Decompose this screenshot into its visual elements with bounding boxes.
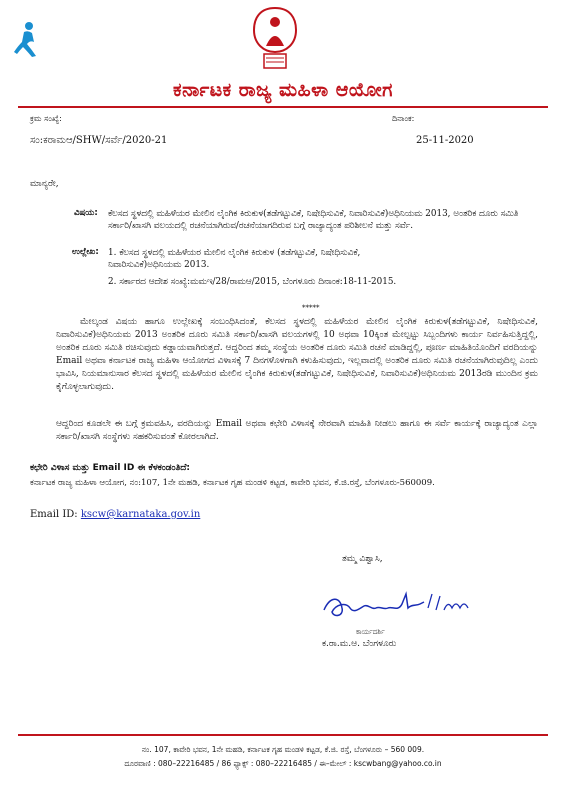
reference-label: ಕ್ರಮ ಸಂಖ್ಯೆ:: [30, 114, 62, 123]
salutation: ಮಾನ್ಯರೇ,: [30, 179, 59, 189]
government-emblem: [246, 6, 304, 76]
closing: ತಮ್ಮ ವಿಶ್ವಾಸಿ,: [342, 554, 383, 564]
commission-logo: [12, 20, 42, 60]
email-line: [30, 508, 200, 522]
subject-text: ಕೆಲಸದ ಸ್ಥಳದಲ್ಲಿ ಮಹಿಳೆಯರ ಮೇಲಿನ ಲೈಂಗಿಕ ಕಿರುಕುಳ(ತಡೆಗಟ್ಟುವಿಕೆ, ನಿಷೇಧಿಸುವಿಕೆ, ನಿವಾರಿಸುವಿಕೆ)ಅಧಿನಿಯಮ 2013, ಅಂತರಿಕ ದೂರು ಸಮಿತಿ ಸರ್ಕಾರಿ/ಖಾಸಗಿ ವಲಯದಲ್ಲಿ ರಚನೆಯಾಗಿರುವ/ರಚನೆಯಾಗದಿರುವ ಬಗ್ಗೆ ರಾಜ್ಯಾದ್ಯಂತ ಪರಿಶೀಲನೆ ಮತ್ತು ಸರ್ವೆ.: [108, 209, 519, 231]
reference-item-1: 1. ಕೆಲಸದ ಸ್ಥಳದಲ್ಲಿ ಮಹಿಳೆಯರ ಮೇಲಿನ ಲೈಂಗಿಕ ಕಿರುಕುಳ (ತಡೆಗಟ್ಟುವಿಕೆ, ನಿಷೇಧಿಸುವಿಕೆ, ನಿವಾರಿಸುವಿಕೆ)ಅಧಿನಿಯಮ 2013.: [108, 248, 361, 270]
email-label: Email ID:: [30, 509, 78, 520]
signer-title: ಕಾರ್ಯದರ್ಶಿ: [356, 628, 385, 636]
date-label: ದಿನಾಂಕ:: [392, 114, 415, 123]
office-address: ಕರ್ನಾಟಕ ರಾಜ್ಯ ಮಹಿಳಾ ಆಯೋಗ, ನಂ:107, 1ನೇ ಮಹಡಿ, ಕರ್ನಾಟಕ ಗೃಹ ಮಂಡಳಿ ಕಟ್ಟಡ, ಕಾವೇರಿ ಭವನ, ಕೆ.ಜಿ.ರಸ್ತೆ, ಬೆಂಗಳೂರು-560009.: [30, 478, 435, 488]
date-value: 25-11-2020: [416, 135, 474, 146]
email-link[interactable]: kscw@karnataka.gov.in: [80, 509, 201, 520]
references-label: ಉಲ್ಲೇಖ:: [72, 247, 99, 257]
subject-label: ವಿಷಯ:: [74, 208, 98, 218]
separator-mark: *****: [302, 304, 320, 312]
body-paragraph-1: ಮೇಲ್ಕಂಡ ವಿಷಯ ಹಾಗೂ ಉಲ್ಲೇಖಕ್ಕೆ ಸಂಬಂಧಿಸಿದಂತೆ, ಕೆಲಸದ ಸ್ಥಳದಲ್ಲಿ ಮಹಿಳೆಯರ ಮೇಲಿನ ಲೈಂಗಿಕ ಕಿರುಕುಳ(ತಡೆಗಟ್ಟುವಿಕೆ, ನಿಷೇಧಿಸುವಿಕೆ, ನಿವಾರಿಸುವಿಕೆ)ಅಧಿನಿಯಮ 2013 ಅಂತರಿಕ ದೂರು ಸಮಿತಿ ಸರ್ಕಾರಿ/ಖಾಸಗಿ ವಲಯಗಳಲ್ಲಿ 10 ಅಥವಾ 10ಕ್ಕಿಂತ ಮೇಲ್ಪಟ್ಟು ಸಿಬ್ಬಂದಿಗಳು ಕಾರ್ಯ ನಿರ್ವಹಿಸುತ್ತಿದ್ದಲ್ಲಿ, ಅಂತರಿಕ ದೂರು ಸಮಿತಿ ರಚಿಸುವುದು ಕಡ್ಡಾಯವಾಗಿರುತ್ತದೆ. ಆದ್ದರಿಂದ ತಮ್ಮ ಸಂಸ್ಥೆಯ ಅಂತರಿಕ ದೂರು ಸಮಿತಿ ರಚನೆ ಮಾಡಿದ್ದಲ್ಲಿ, ಪೂರ್ಣ ಮಾಹಿತಿಯೊಂದಿಗೆ ವರದಿಯನ್ನು Email ಅಥವಾ ಕರ್ನಾಟಕ ರಾಜ್ಯ ಮಹಿಳಾ ಆಯೋಗದ ವಿಳಾಸಕ್ಕೆ 7 ದಿನಗಳೊಳಗಾಗಿ ಕಳುಹಿಸುವುದು, ಇಲ್ಲವಾದಲ್ಲಿ ಅಂತರಿಕ ದೂರು ಸಮಿತಿ ರಚನೆಯಾಗಿರುವುದಿಲ್ಲ ಎಂದು ಭಾವಿಸಿ, ನಿಯಮಾನುಸಾರ ಕೆಲಸದ ಸ್ಥಳದಲ್ಲಿ ಮಹಿಳೆಯರ ಮೇಲಿನ ಲೈಂಗಿಕ ಕಿರುಕುಳ(ತಡೆಗಟ್ಟುವಿಕೆ, ನಿಷೇಧಿಸುವಿಕೆ, ನಿವಾರಿಸುವಿಕೆ)ಅಧಿನಿಯಮ 2013ರಡಿ ಮುಂದಿನ ಕ್ರಮ ಕೈಗೊಳ್ಳಲಾಗುವುದು.: [56, 317, 538, 392]
header-divider: [18, 106, 548, 108]
footer-divider: [18, 734, 548, 736]
reference-number: ಸಂ:ಕರಾಮಆ/SHW/ಸರ್ವೆ/2020-21: [30, 135, 168, 146]
reference-item-2: 2. ಸರ್ಕಾರದ ಆದೇಶ ಸಂಖ್ಯೆ:ಮಮಇ/28/ರಾಮಆ/2015, ಬೆಂಗಳೂರು ದಿನಾಂಕ:18-11-2015.: [108, 277, 397, 287]
footer-address: ನಂ. 107, ಕಾವೇರಿ ಭವನ, 1ನೇ ಮಹಡಿ, ಕರ್ನಾಟಕ ಗೃಹ ಮಂಡಳಿ ಕಟ್ಟಡ, ಕೆ.ಜಿ. ರಸ್ತೆ, ಬೆಂಗಳೂರು – 560 009.: [141, 745, 425, 754]
signature: [320, 586, 480, 626]
signer: ಕ.ರಾ.ಮ.ಆ. ಬೆಂಗಳೂರು: [322, 639, 397, 649]
footer-contact: ದೂರವಾಣಿ : 080–22216485 / 86 ಫ್ಯಾಕ್ಸ್ : 080–22216485 / ಈ–ಮೇಲ್ : kscwbang@yahoo.co.in: [124, 759, 442, 768]
body-paragraph-2: ಆದ್ದರಿಂದ ಕೂಡಲೇ ಈ ಬಗ್ಗೆ ಕ್ರಮವಹಿಸಿ, ವರದಿಯನ್ನು Email ಅಥವಾ ಕಛೇರಿ ವಿಳಾಸಕ್ಕೆ ನೇರವಾಗಿ ಮಾಹಿತಿ ನೀಡಲು ಹಾಗೂ ಈ ಸರ್ವೆ ಕಾರ್ಯಕ್ಕೆ ರಾಜ್ಯಾದ್ಯಂತ ಎಲ್ಲಾ ಸರ್ಕಾರಿ/ಖಾಸಗಿ ಸಂಸ್ಥೆಗಳು ಸಹಕರಿಸುವಂತೆ ಕೋರಲಾಗಿದೆ.: [56, 419, 538, 442]
organization-title: ಕರ್ನಾಟಕ ರಾಜ್ಯ ಮಹಿಳಾ ಆಯೋಗ: [173, 79, 393, 101]
address-heading: ಕಛೇರಿ ವಿಳಾಸ ಮತ್ತು Email ID ಈ ಕೆಳಕಂಡಂತಿದೆ:: [30, 463, 191, 473]
